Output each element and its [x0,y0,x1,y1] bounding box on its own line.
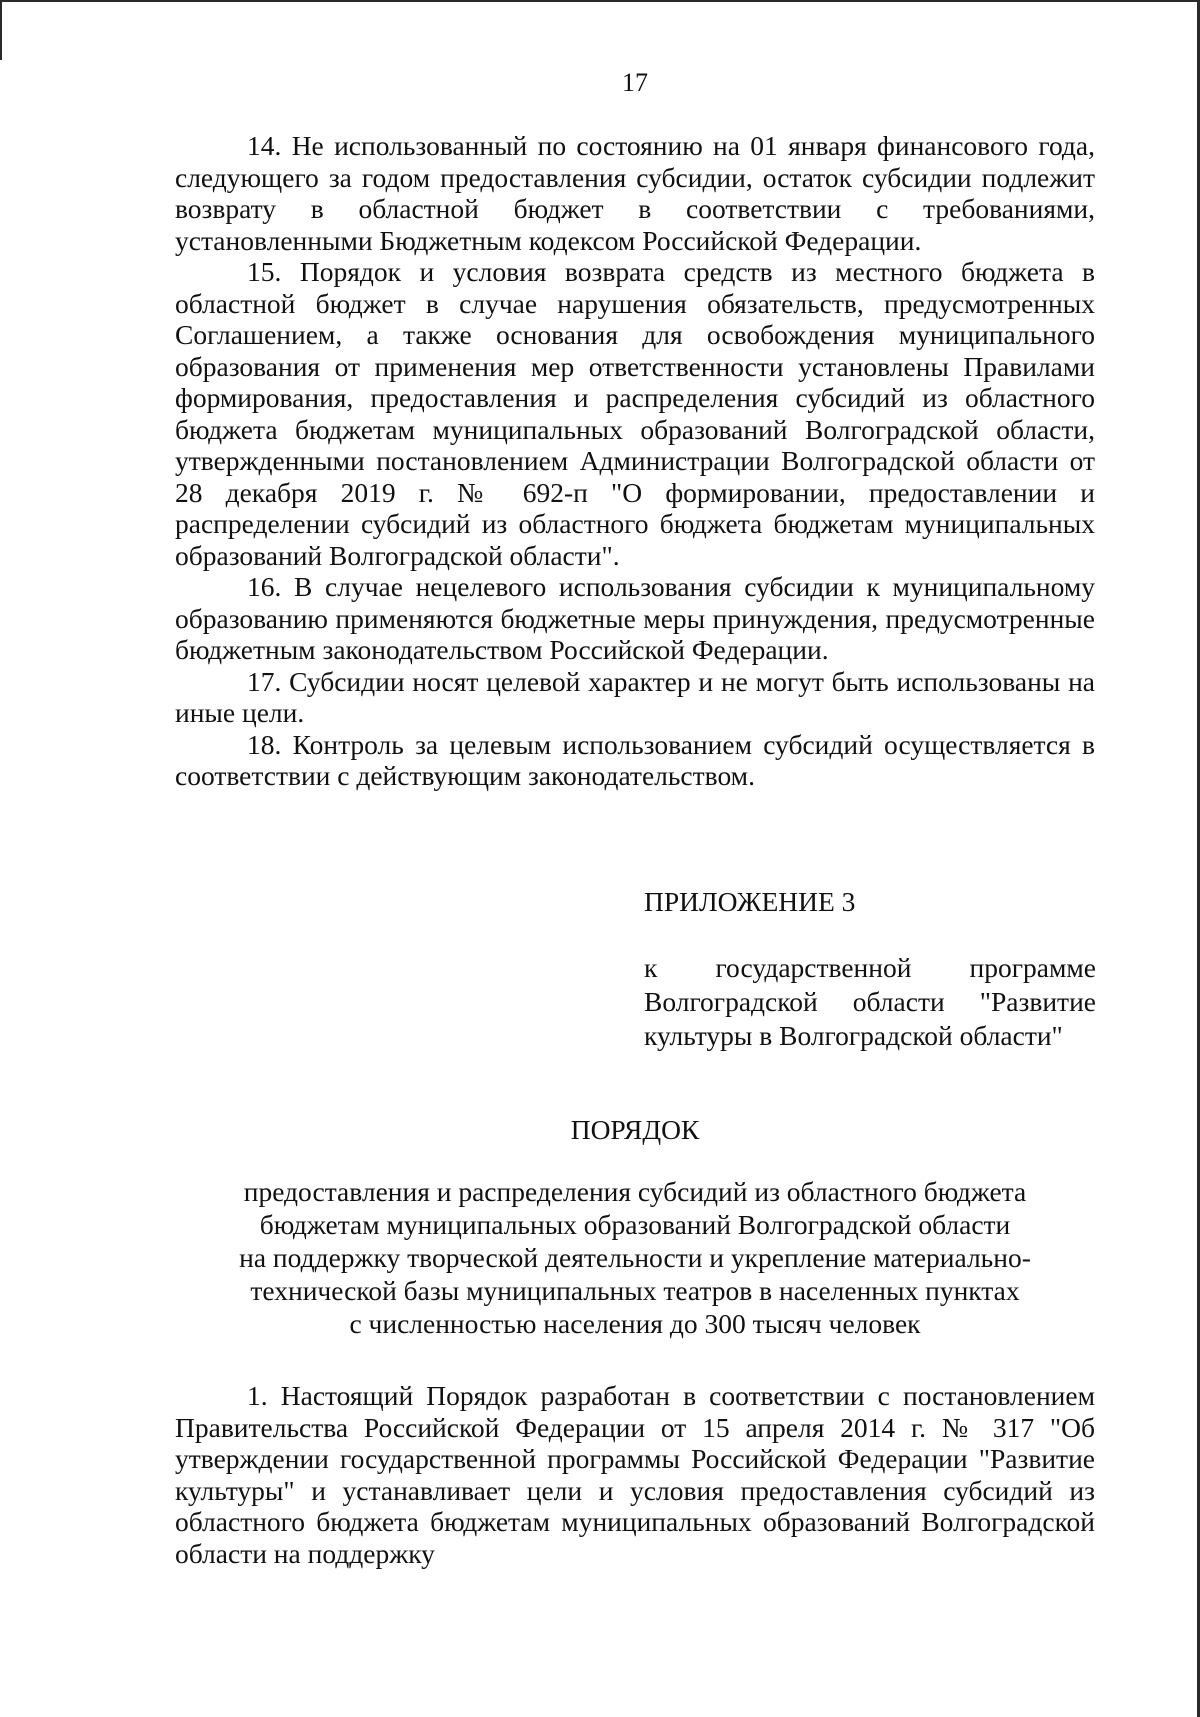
paragraph-order-1: 1. Настоящий Порядок разработан в соответствии с постановлением Правительства Российской Федерации от 15 апреля 2014 г. № 317 "Об утверждении государственной программы Российской Федерации "Развитие культуры" и устанавливает цели и условия предоставления субсидий из областного бюджета бюджетам муниципальных образований Волгоградской области на поддержку [175,1380,1095,1569]
order-subtitle-line: на поддержку творческой деятельности и укрепление материально- [239,1242,1031,1273]
order-subtitle-line: предоставления и распределения субсидий из областного бюджета [243,1176,1027,1207]
body-text-top [175,130,1095,792]
paragraph-17: 17. Субсидии носят целевой характер и не могут быть использованы на иные цели. [175,665,1095,728]
page-number: 17 [622,68,648,97]
order-subtitle-line: с численностью населения до 300 тысяч человек [349,1308,921,1339]
paragraph-15: 15. Порядок и условия возврата средств из местного бюджета в областной бюджет в случае нарушения обязательств, предусмотренных Соглашением, а также основания для освобождения муниципального образования от применения мер ответственности установлены Правилами формирования, предоставления и распределения субсидий из областного бюджета бюджетам муниципальных образований Волгоградской области, утвержденными постановлением Администрации Волгоградской области от 28 декабря 2019 г. № 692-п "О формировании, предоставлении и распределении субсидий из областного бюджета бюджетам муниципальных образований Волгоградской области". [175,256,1095,571]
order-title: ПОРЯДОК [570,1114,700,1145]
order-subtitle [200,1175,1070,1340]
appendix-subtitle: к государственной программе Волгоградской области "Развитие культуры в Волгоградской области" [644,952,1096,1051]
order-subtitle-line: технической базы муниципальных театров в населенных пунктах [250,1275,1020,1306]
paragraph-14: 14. Не использованный по состоянию на 01 января финансового года, следующего за годом предоставления субсидии, остаток субсидии подлежит возврату в областной бюджет в соответствии с требованиями, установленными Бюджетным кодексом Российской Федерации. [175,130,1095,256]
body-text-bottom [175,1380,1095,1569]
order-subtitle-line: бюджетам муниципальных образований Волгоградской области [259,1209,1011,1240]
scan-edge-top [0,0,1200,2]
appendix-title: ПРИЛОЖЕНИЕ 3 [644,886,856,917]
paragraph-18: 18. Контроль за целевым использованием субсидий осуществляется в соответствии с действующим законодательством. [175,728,1095,791]
scan-edge-left [0,0,2,60]
paragraph-16: 16. В случае нецелевого использования субсидии к муниципальному образованию применяются бюджетные меры принуждения, предусмотренные бюджетным законодательством Российской Федерации. [175,571,1095,665]
